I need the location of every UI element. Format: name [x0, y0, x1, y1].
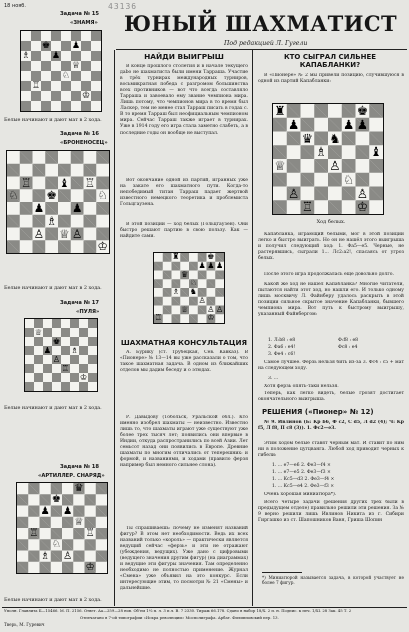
problem-18-title: Задача № 18 [60, 464, 100, 470]
footer-line-2: Отпечатано в 7-ой типографии «Искра революции» Мосполиграфа. Арбат. Филипповский пер. 13. [80, 616, 279, 620]
w-rook-piece: ♖ [20, 175, 32, 190]
article3-paragraph-1: Капабланка, играющий белыми, мог в этой позиции легко и быстро выиграть. Но он не нашёл этого выигрыша и получил следующий ход: 1. Фа5—e5. Черные, не растерявшись, сыграли 1... Лc2:a2!, спасаясь от угроз белых. [258, 232, 404, 262]
b-queen-piece: ♛ [181, 269, 189, 279]
footnote-rule [262, 572, 302, 573]
b-pawn-piece: ♟ [216, 260, 224, 270]
w-knight-piece: ♘ [189, 278, 197, 288]
w-queen-piece: ♕ [59, 226, 70, 241]
w-pawn-piece: ♙ [62, 549, 73, 562]
w-king-piece: ♔ [97, 239, 108, 254]
solutions-heading: РЕШЕНИЯ («Пионер» № 12) [262, 408, 374, 416]
diagram-problem-17 [24, 318, 98, 392]
problem-15-name: «ЗНАМЯ» [70, 20, 98, 26]
w-queen-piece: ♕ [181, 304, 189, 314]
article2-paragraph-2: Р. Давыдову (Тобольск, Уральской обл.). Кто именно изобрел шахматы — неизвестно. Известно лишь то, что шахматы играют уже существуют уже более трех тысяч лет; появились они впервые в Индии, откуда распространились по всей Азии. Лет семьсот назад они появились в Европе. Древние шахматы по многим отличались от теперешних: и формой, и названиями, и ходами (правило ферзя например был немного сильнее слона). [120, 415, 248, 469]
article3-after-2: 3. ... [268, 376, 279, 381]
w-king-piece: ♔ [81, 90, 91, 101]
w-pawn-piece: ♙ [33, 226, 45, 241]
move-2-black: Фc8 : e4 [338, 345, 358, 350]
archive-stamp: 43136 [108, 2, 138, 11]
w-pawn-piece: ♙ [356, 185, 369, 201]
diagram-problem-18 [16, 482, 108, 574]
diagram-capablanca [272, 103, 384, 215]
b-pawn-piece: ♟ [287, 116, 300, 132]
footer-rule [2, 607, 407, 608]
article3-intro: В «Пионере» № 2 мы привели позицию, случившуюся в одной из партий Капабланки: [258, 73, 404, 85]
w-king-piece: ♔ [85, 560, 95, 573]
b-pawn-piece: ♟ [62, 504, 73, 517]
w-rook-piece: ♖ [31, 80, 41, 91]
w-queen-piece: ♕ [71, 60, 81, 71]
problem-17-title: Задача № 17 [60, 300, 100, 306]
w-rook-piece: ♖ [301, 199, 314, 215]
w-knight-piece: ♘ [342, 171, 355, 187]
b-bishop-piece: ♝ [370, 144, 382, 160]
article3-after-4: Теперь, как легко видеть, белые грозят достигает окончательного выигрыша. [258, 391, 404, 403]
w-king-piece: ♔ [356, 199, 369, 215]
b-pawn-piece: ♟ [33, 201, 45, 215]
solution-move-2: 1. ... e7—e5 2. Фe3—f3 × [272, 470, 331, 475]
diagram-tarrasch [153, 252, 225, 324]
b-queen-piece: ♛ [301, 130, 314, 146]
article3-caption: Ход белых. [316, 219, 346, 225]
column-divider-1 [114, 50, 115, 606]
b-rook-piece: ♜ [274, 103, 286, 118]
problem-15-caption: Белые начинают и дают мат в 2 хода. [4, 117, 102, 123]
w-pawn-piece: ♙ [52, 354, 61, 364]
w-king-piece: ♔ [79, 372, 88, 382]
article3-heading: КТО СЫГРАЛ СИЛЬНЕЕ КАПАБЛАНКИ? [283, 53, 377, 70]
b-king-piece: ♚ [52, 336, 61, 346]
problem-18-name: «АРТИЛЛЕР. СНАРЯД» [38, 473, 105, 479]
w-pawn-piece: ♙ [198, 295, 206, 305]
solution-move-1: 1. ... e7—e6 2. Фe3—f4 × [272, 463, 331, 468]
article3-paragraph-3: Какой же ход не нашёл Капабланка? Многие читатели, пытаются найти этот ход, но нашли его. И только одному лишь москвичу Л. Файнберу удалось раскрыть в этой позиции сильное скрытое значение Капабланки, бывшего чемпиона мира. Вот путь к быстрому выигрышу, указанный Файнбергом: [258, 282, 404, 318]
w-rook-piece: ♖ [154, 313, 162, 323]
solution-line-8: Всего четыре задачи (решения других трех были в предыдущем отделе) правильно решили эти решения. За № 9 верно решили лишь Ивлинов Никита из г. Сибири Гиргашко из ст. Шапошников Ваня, Гриша Шопин [258, 500, 404, 524]
problem-16-title: Задача № 16 [60, 131, 100, 137]
editor-line: Под редакцией Л. Гугели [224, 40, 308, 47]
issue-date: 18 нояб. [4, 3, 26, 9]
b-king-piece: ♚ [51, 493, 62, 506]
article1-paragraph-3: В этой позиции — ход белых (Гольцгаузен). Они быстро решают партию в свою пользу. Как — найдите сами. [120, 222, 248, 240]
problem-16-caption: Белые начинают и дают мат в 2 хода. [4, 285, 102, 291]
w-knight-piece: ♘ [97, 188, 108, 203]
w-king-piece: ♔ [207, 313, 215, 323]
b-pawn-piece: ♟ [342, 116, 355, 132]
diagram-problem-16 [6, 150, 110, 254]
w-knight-piece: ♘ [8, 188, 19, 203]
article3-paragraph-2: После этого игра продолжалась еще довольно долго. [264, 272, 394, 277]
w-rook-piece: ♖ [85, 527, 95, 539]
w-rook-piece: ♖ [29, 527, 39, 539]
move-1-white: 1. Л:b8 : e8 [268, 338, 296, 343]
problem-16-name: «БРОНЕНОСЕЦ» [60, 140, 108, 146]
b-pawn-piece: ♟ [51, 50, 61, 61]
problem-17-name: «ПУЛЯ» [76, 309, 100, 315]
b-queen-piece: ♛ [74, 482, 84, 494]
b-rook-piece: ♜ [172, 252, 180, 261]
footnote: *) Миниатюрой называется задача, в которой участвует не более 7 фигур. [262, 575, 404, 586]
article1-paragraph-1: В конце прошлого столетия и в начале текущего дabo не шахматиста были имени Тарраша. Участие в трёх турнирах международных турниров, восьмикратная победа с разгромом большинства всех противников — вот что всегда составляло Тарраша и завоевало ему звание чемпиона мира. Лишь потому, что чемпионов мира в то время был Ласкер, тем не менее стал Тарраш писать в годах с. В то время Тарраш был неофициальным чемпионом мира. Сейчас Тарраш также играет в турнирах. Уже в 1914 году его игра стала заметно слабеть, а в последние годы он вообще не выступал. [120, 64, 248, 136]
solution-move-3: 1. ... Kc5—d3 2. Фe3—f4 × [272, 477, 335, 482]
article2-paragraph-3: Ты спрашиваешь: почему не изменят названий фигур? В этом нет необходимости. Ведь их всех названий только «король» — практически является ведущий сейчас «ферзь» и эти не отражают (убеждения, ведущих). Уже дано с цифровыми (ведущего значения другим фигур) (на диаграммах) и ведущие эти фигуры значения. Там определенно необходимо не полностью применение. Журнал «Смена» уже объявил на это конкурс. Если интересующие этим, то посмотри № 21 «Смены» и дальнейшие. [120, 526, 248, 592]
w-rook-piece: ♖ [61, 363, 70, 373]
article2-paragraph-1: А. Бурику (ст. Трубецкая, Сев. Кавказ). В «Пионере» № 13—14 вы уже рассказали о том, что такое шахматная задача. В одном из ближайших отделов мы дадим беседу и о этюдах. [120, 350, 248, 374]
b-pawn-piece: ♟ [40, 504, 50, 517]
w-pawn-piece: ♙ [329, 158, 341, 173]
b-pawn-piece: ♟ [198, 260, 206, 270]
b-king-piece: ♚ [356, 103, 369, 118]
w-pawn-piece: ♙ [216, 304, 224, 314]
solution-move-4: 1. ... Kc5—e4 2. Фe3—f3 × [272, 484, 335, 489]
w-knight-piece: ♘ [51, 538, 62, 551]
b-knight-piece: ♞ [189, 287, 197, 296]
footer-line-3: Тверь, М. Гуревич [4, 622, 45, 627]
column-divider-2 [252, 50, 253, 606]
w-rook-piece: ♖ [84, 175, 96, 190]
article1-heading: НАЙДИ ВЫИГРЫШ [144, 52, 224, 61]
article3-after-3: Хотя ферзь опять-таки нельзя. [264, 384, 339, 389]
w-queen-piece: ♕ [274, 158, 286, 173]
solution-line-2: Этим ходом белые ставят черным мат. И ставит по ним ни в положение цугцванга. Любой ход приводит черных к гибели: [258, 441, 404, 459]
b-pawn-piece: ♟ [207, 260, 215, 270]
w-bishop-piece: ♗ [70, 345, 79, 355]
w-pawn-piece: ♙ [207, 304, 215, 314]
masthead: ЮНЫЙ ШАХМАТИСТ [124, 11, 398, 36]
w-bishop-piece: ♗ [172, 287, 180, 296]
footer-line-1: Уполн. Главлита Б—15466. М. П. 2156. Ответ. Аа—259—28 нов. Об'ем 1⅛ п. л. 3 п.л. В. 7 2330. Тираж 66.178. Сдано в набор 18/X. 2 п. н. Подпис. к печ. 1/XI. 28 Зак. 45 Т. 2 [4, 609, 352, 613]
b-knight-piece: ♞ [329, 130, 341, 146]
w-bishop-piece: ♗ [315, 144, 327, 160]
w-knight-piece: ♘ [61, 70, 71, 81]
problem-17-caption: Белые начинают и дают мат в 2 хода. [4, 405, 102, 411]
b-pawn-piece: ♟ [43, 345, 52, 355]
move-1-black: Ф:f8 : e8 [338, 338, 359, 343]
move-2-white: 2. Фa6 : e4! [268, 345, 296, 350]
b-pawn-piece: ♟ [356, 116, 369, 132]
w-bishop-piece: ♗ [46, 213, 57, 228]
w-pawn-piece: ♙ [287, 185, 300, 201]
article1-paragraph-2: Вот окончание одной из партий, игранных уже на закате его шахматного пути. Когда-то непобедимый титан Тарраш падает жертвой известного немецкого теоретика и проблемиста Гольцгаузена. [120, 178, 248, 208]
solution-line-7: Очень хорошая миниатюра*). [264, 492, 337, 497]
b-king-piece: ♚ [207, 252, 215, 261]
header-rule [116, 49, 407, 50]
b-bishop-piece: ♝ [59, 175, 70, 190]
solution-line-1: № 9. Ивлинов (Б: Kр b6, Ф c2, С d5, Л d2 (4); Ч: Kр f5, Л f8, П c8 (3)). 1. Фc2—e3. [258, 420, 404, 432]
diagram-problem-15 [20, 30, 102, 112]
b-king-piece: ♚ [41, 40, 51, 51]
w-bishop-piece: ♗ [40, 549, 50, 562]
b-pawn-piece: ♟ [71, 40, 81, 51]
w-queen-piece: ♕ [34, 327, 43, 337]
w-queen-piece: ♕ [74, 515, 84, 528]
b-pawn-piece: ♟ [71, 201, 83, 215]
w-pawn-piece: ♙ [71, 226, 83, 241]
article3-after-1: Самое лучшее. Ферзь нельзя бить из-за 3. Фc4 : с5 + мат на следующем ходу. [258, 360, 404, 372]
problem-18-caption: Белые начинают и дают мат в 2 хода. [4, 597, 102, 603]
problem-15-title: Задача № 15 [60, 11, 100, 17]
article2-heading: ШАХМАТНАЯ КОНСУЛЬТАЦИЯ [120, 338, 248, 347]
b-king-piece: ♚ [46, 188, 57, 203]
move-3-white: 3. Фe4 : c6! [268, 352, 296, 357]
w-bishop-piece: ♗ [21, 50, 31, 61]
